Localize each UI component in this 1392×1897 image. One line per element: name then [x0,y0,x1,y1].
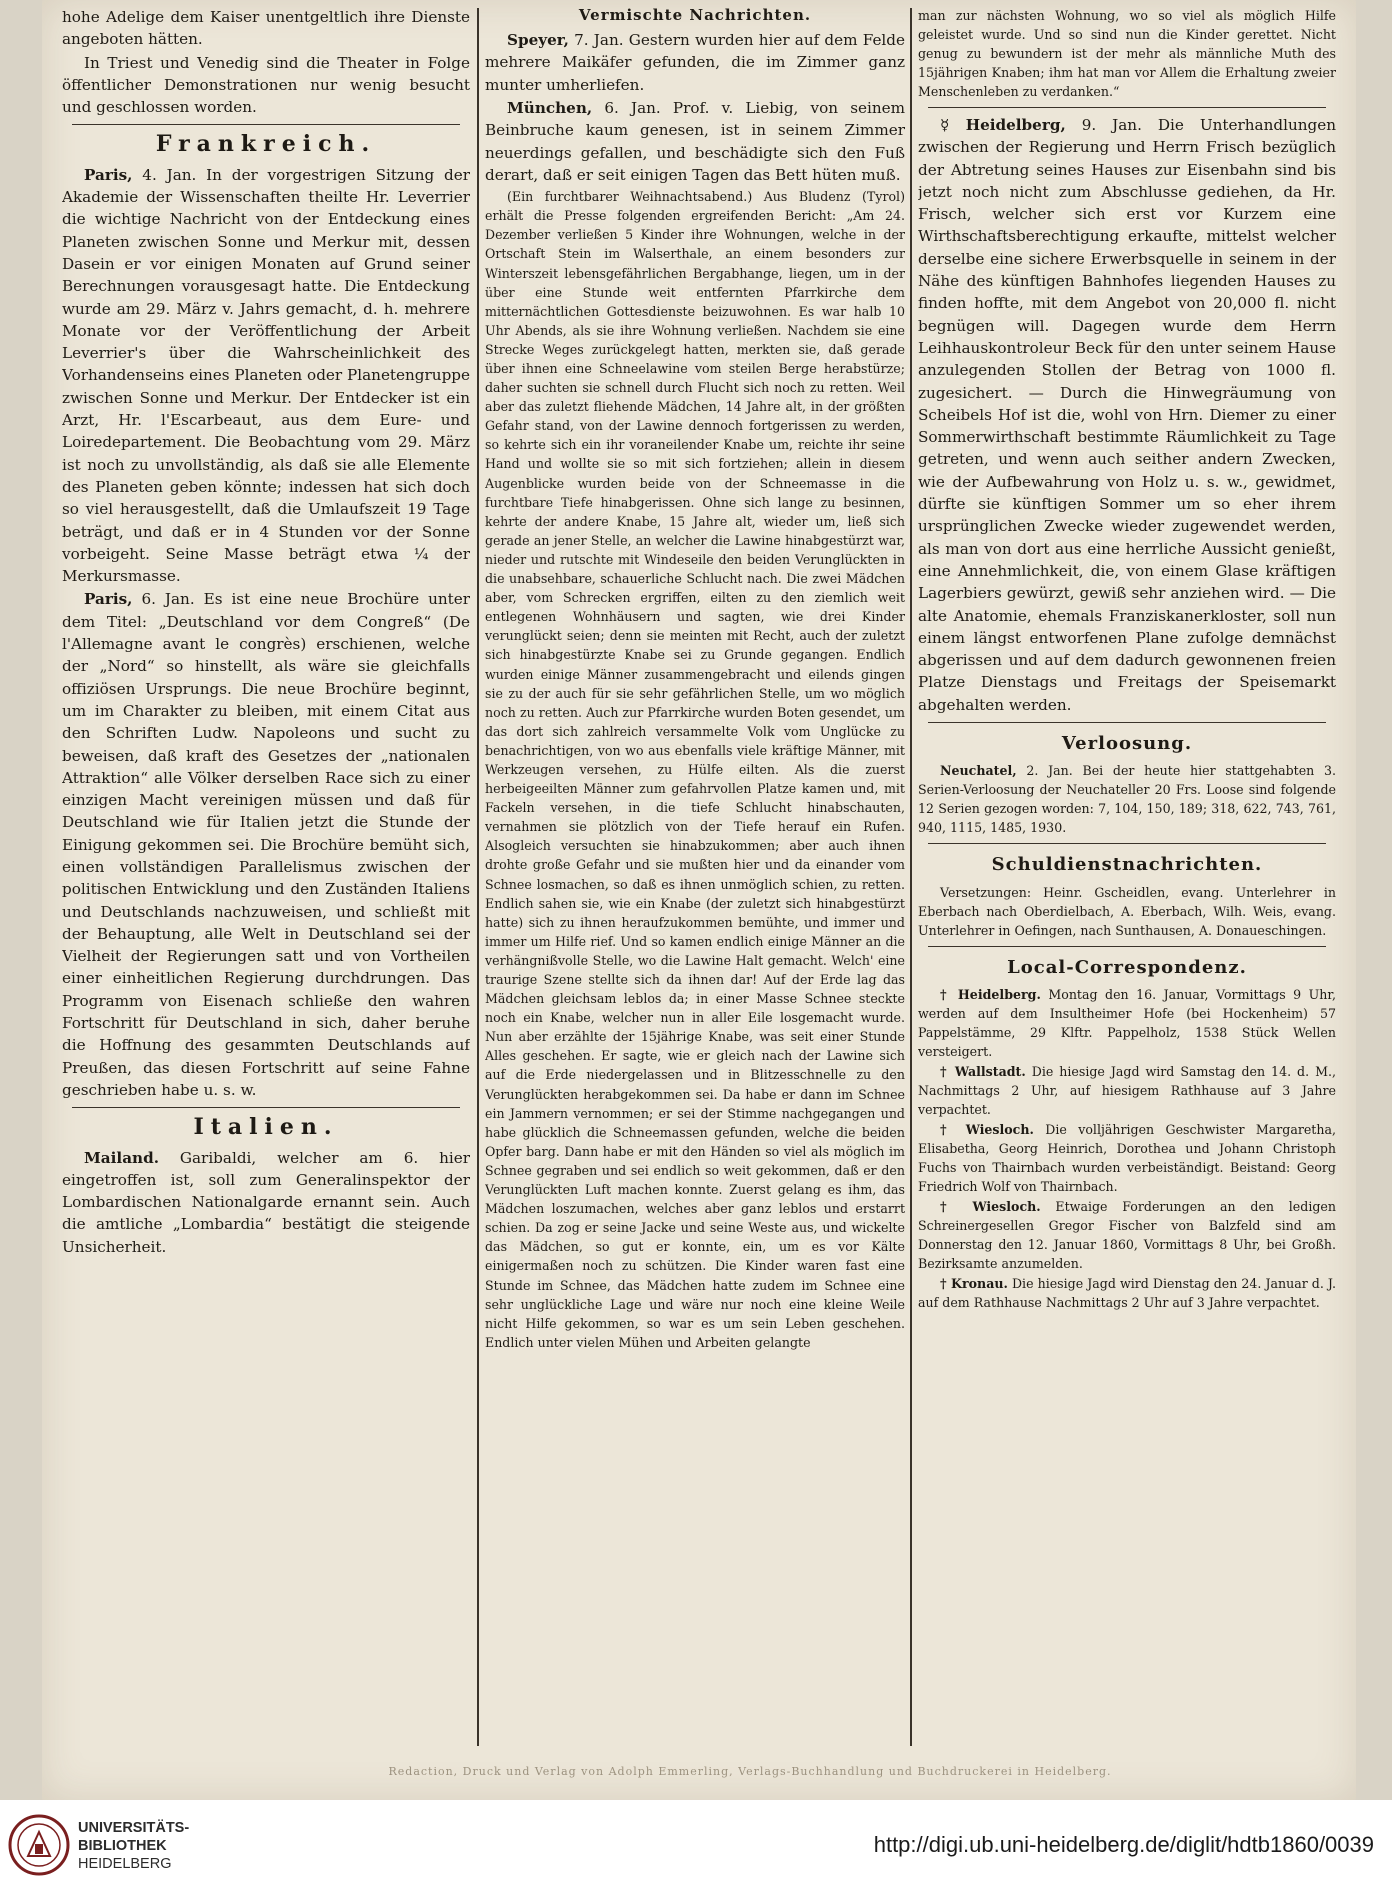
university-seal-icon [8,1814,70,1876]
article-text: Montag den 16. Januar, Vormittags 9 Uhr, werden auf dem Insultheimer Hofe (bei Hockenheim) 57 Pappelstämme, 29 Klftr. Pappelholz, 1538 Stück Wellen versteigert. [918,986,1336,1059]
section-heading-vermischte: Vermischte Nachrichten. [578,6,812,24]
article-speyer [485,29,905,96]
article-triest: In Triest und Venedig sind die Theater in Folge öffentlicher Demonstrationen nur wenig besucht und geschlossen worden. [62,53,470,117]
article-text: Garibaldi, welcher am 6. hier eingetroffen ist, soll zum Generalinspektor der Lombardischen Nationalgarde ernannt sein. Auch die amtliche „Lombardia“ bestätigt die steigende Unsicherheit. [62,1148,470,1256]
dateline-place: † Wiesloch. [940,1121,1034,1137]
divider [72,124,460,125]
local-item [918,985,1336,1061]
article-text: 9. Jan. Die Unterhandlungen zwischen der Regierung und Herrn Frisch bezüglich der Abtretung seines Hauses zur Eisenbahn sind bis jetzt noch nicht zum Abschlusse gediehen, da Hr. Frisch, welcher sich erst vor Kurzem eine Wirthschaftsberechtigung erkaufte, mittelst welcher derselbe eine sichere Erwerbsquelle in seinem in der Nähe des künftigen Bahnhofes liegenden Hauses zu finden hoffte, mit dem Angebot von 20,000 fl. nicht begnügen will. Dagegen wurde dem Herrn Leihhauskontroleur Beck für den unter seinem Hause anzulegenden Stollen der Betrag von 1000 fl. zugesichert. — Durch die Hinwegräumung von Scheibels Hof ist die, wohl von Hrn. Diemer zu einer Sommerwirthschaft bestimmte Räumlichkeit zu Tage getreten, und wenn auch seither andern Zwecken, wie der Aufbewahrung von Holz u. s. w., gewidmet, dürfte sie künftigen Sommer um so eher ihrem ursprünglichen Zwecke wieder zugewendet werden, als man von dort aus eine herrliche Aussicht genießt, eine Annehmlichkeit, die, von einem Glase kräftigen Lagerbiers gewürzt, gewiß sehr anziehen wird. — Die alte Anatomie, ehemals Franziskanerkloster, soll nun einem längst entworfenen Plane zufolge demnächst abgerissen und auf dem dadurch gewonnenen freien Platze Dienstags und Freitags der Speisemarkt abgehalten werden. [918,116,1336,714]
dateline-place: Speyer, [507,31,569,50]
dateline-place: ☿ Heidelberg, [940,116,1066,134]
section-heading-schuldienst: Schuldienstnachrichten. [991,854,1263,876]
article-paris-1 [62,164,470,588]
column-middle [485,6,905,1751]
section-heading-frankreich: Frankreich. [155,131,377,158]
dateline-place: † Heidelberg. [940,986,1041,1002]
dateline-place: † Wallstadt. [940,1063,1026,1079]
dateline-place: Paris, [84,165,133,184]
imprint-line: Redaction, Druck und Verlag von Adolph Emmerling, Verlags-Buchhandlung und Buchdruckerei in Heidelberg. [388,1765,1112,1778]
divider [72,1107,460,1108]
viewer-footer [0,1800,1392,1897]
dateline-place: Paris, [84,590,133,609]
section-heading-verloosung: Verloosung. [1061,733,1193,755]
article-text: Die volljährigen Geschwister Margaretha, Elisabetha, Georg Heinrich, Dorothea und Johann Christoph Fuchs von Thairnbach wurden verbeiständigt. Beistand: Georg Friedrich Wolf von Thairnbach. [918,1121,1336,1194]
article-text: Etwaige Forderungen an den ledigen Schreinergesellen Gregor Fischer von Balzfeld sind am Donnerstag den 12. Januar 1860, Vormittags 8 Uhr, bei Großh. Bezirksamte anzumelden. [918,1198,1336,1271]
dateline-place: München, [507,98,593,117]
logo-line: HEIDELBERG [78,1856,172,1872]
article-continuation: man zur nächsten Wohnung, wo so viel als möglich Hilfe geleistet wurde. Und so sind nun die Kinder gerettet. Nicht genug zu bewundern ist der mehr als männliche Muth des 15jährigen Knaben; ihm hat man vor Allem die Erhaltung zweier Menschenleben zu verdanken.“ [918,8,1336,99]
article-text: 2. Jan. Bei der heute hier stattgehabten 3. Serien-Verloosung der Neuchateller 20 Frs. Loose sind folgende 12 Serien gezogen worden: 7, 104, 150, 189; 318, 622, 743, 761, 940, 1115, 1485, 1930. [918,763,1336,836]
column-right [918,6,1336,1751]
article-schuldienst: Versetzungen: Heinr. Gscheidlen, evang. Unterlehrer in Eberbach nach Oberdielbach, A. Eberbach, Wilh. Weis, evang. Unterlehrer in Oefingen, nach Sunthausen, A. Donaueschingen. [918,884,1336,938]
article-text: Die hiesige Jagd wird Dienstag den 24. Januar d. J. auf dem Rathhause Nachmittags 2 Uhr auf 3 Jahre verpachtet. [918,1275,1336,1310]
article-text: 6. Jan. Prof. v. Liebig, von seinem Beinbruche kaum genesen, ist in seinem Zimmer neuerdings gefallen, und beschädigte sich den Fuß derart, daß er seit einigen Tagen das Bett hüten muß. [485,98,905,184]
dateline-place: Neuchatel, [940,763,1017,779]
divider [928,722,1326,723]
column-left [62,6,470,1751]
logo-line: UNIVERSITÄTS- [78,1820,190,1836]
article-intro: hohe Adelige dem Kaiser unentgeltlich ihre Dienste angeboten hätten. [62,8,470,49]
article-bludenz: (Ein furchtbarer Weihnachtsabend.) Aus Bludenz (Tyrol) erhält die Presse folgenden ergreifenden Bericht: „Am 24. Dezember verließen 5 Kinder ihre Wohnungen, welche in der Ortschaft Stein im Walserthale, an einem besonders zur Winterszeit lebensgefährlichen Bergabhange, liegen, um in der über eine Stunde weit entfernten Pfarrkirche dem mitternächtlichen Gottesdienste beizuwohnen. Es war halb 10 Uhr Abends, als sie ihre Wohnung verließen. Nachdem sie eine Strecke Weges zurückgelegt hatten, merkten sie, daß gerade über ihnen eine Schneelawine vom steilen Berge herabstürze; daher suchten sie schnell durch Flucht sich noch zu retten. Weil aber das zuletzt fliehende Mädchen, 14 Jahre alt, in der größten Gefahr stand, von der Lawine dennoch fortgerissen zu werden, so kehrte sich ein ihr voraneilender Knabe um, reichte ihr seine Hand und wollte sie so mit sich fortziehen; allein in diesem Augenblicke wurden beide von der Schneemasse in die furchtbare Tiefe hinabgerissen. Ohne sich lange zu besinnen, kehrte der andere Knabe, 15 Jahre alt, wieder um, ließ sich gerade an jener Stelle, an welcher die Lawine hinabgestürzt war, nieder und rutschte mit Windeseile den beiden Verunglückten in die unabsehbare, schauerliche Schlucht nach. Die zwei Mädchen aber, vom Schrecken ergriffen, eilten zu den ziemlich weit entlegenen Wohnhäusern und sagten, wie drei Kinder verunglückt seien; denn sie meinten mit Recht, auch der zuletzt sich hinabgestürzte Knabe sei zu Grunde gegangen. Endlich wurden einige Männer zusammengebracht und eilends gingen sie zu der auch für sie sehr gefährlichen Stelle, um wo möglich noch zu retten. Auch zur Pfarrkirche wurden Boten gesendet, um das dort sich zahlreich versammelte Volk vom Unglücke zu benachrichtigen, von wo aus ebenfalls viele kräftige Männer, mit Werkzeugen versehen, zu Hülfe eilten. Als die zuerst herbeigeeilten Männer zum gefahrvollen Platze kamen und, mit Fackeln versehen, in die tiefe Schlucht hinabschauten, vernahmen sie plötzlich von der Tiefe herauf ein Rufen. Alsogleich versuchten sie hinabzukommen; aber auch ihnen drohte große Gefahr und sie mußten hier und da einander vom Schnee losmachen, so daß es ihnen unmöglich schien, zu retten. Endlich sahen sie, wie ein Knabe (der zuletzt sich hinabgestürzt hatte) sich zu ihnen heraufzukommen bemühte, und immer und immer um Hilfe rief. Und so kamen endlich einige Männer an die verhängnißvolle Stelle, wo die Lawine Halt gemacht. Welch' eine traurige Szene stellte sich da ihnen dar! Auf der Erde lag das Mädchen gleichsam leblos da; in einer Masse Schnee steckte noch ein Knabe, welcher nun in aller Eile losgemacht wurde. Nun aber erzählte der 15jährige Knabe, was seit einer Stunde Alles geschehen. Er sagte, wie er gleich nach der Lawine sich auf die Erde niedergelassen und in Blitzesschnelle zu den Verunglückten herabgekommen sei. Da habe er dann im Schnee ein Jammern vernommen; er sei der Stimme nachgegangen und habe glücklich die Schneemassen gefunden, welche die beiden Opfer barg. Dann habe er mit den Händen so viel als möglich im Schnee gegraben und sei endlich so weit gekommen, daß er den Verunglückten Luft machen konnte. Zuerst gelang es ihm, das Mädchen loszumachen, welches aber ganz leblos und erstarrt schien. Da zog er seine Jacke und seine Weste aus, und wickelte das Mädchen, so gut er konnte, ein, um es vor Kälte einigermaßen noch zu schützen. Die Kinder waren fast eine Stunde im Schnee, das Mädchen hatte zudem im Schnee eine sehr unglückliche Lage und wäre nur noch eine kleine Weile nicht Hilfe gekommen, so war es um sein Leben geschehen. Endlich unter vielen Mühen und Arbeiten gelangte [485,189,905,1350]
article-heidelberg [918,114,1336,716]
article-paris-2 [62,588,470,1101]
library-logo-text [78,1819,189,1873]
article-text: Die hiesige Jagd wird Samstag den 14. d. M., Nachmittags 2 Uhr, auf hiesigem Rathhause auf 3 Jahre verpachtet. [918,1063,1336,1117]
local-item [918,1062,1336,1119]
column-rule [477,8,479,1746]
local-item [918,1120,1336,1196]
article-text: 7. Jan. Gestern wurden hier auf dem Felde mehrere Maikäfer gefunden, die im Zimmer ganz munter umherliefen. [485,31,905,94]
divider [928,946,1326,947]
dateline-place: † Kronau. [940,1275,1008,1291]
article-text: 6. Jan. Es ist eine neue Brochüre unter dem Titel: „Deutschland vor dem Congreß“ (De l'Allemagne avant le congrès) erschienen, welche der „Nord“ so hinstellt, als wäre sie gleichfalls offiziösen Ursprungs. Die neue Brochüre beginnt, um im Charakter zu bleiben, mit einem Citat aus den Schriften Ludw. Napoleons und sucht zu beweisen, daß kraft des Gesetzes der „nationalen Attraktion“ alle Völker derselben Race sich zu einer einzigen Macht vereinigen müssen und daß für Deutschland wie für Italien jetzt die Stunde der Einigung gekommen sei. Die Brochüre bemüht sich, einen vollständigen Parallelismus zwischen der politischen Entwicklung und den Zuständen Italiens und Deutschlands nachzuweisen, und schließt mit der Behauptung, alle Welt in Deutschland sei der Vielheit der Regierungen satt und von Vortheilen einer einheitlichen Regierung durchdrungen. Das Programm von Eisenach schließe den wahren Fortschritt für Deutschland in sich, daher beruhe die Hoffnung des gesammten Deutschlands auf Preußen, das diesen Fortschritt auf seine Fahne geschrieben habe u. s. w. [62,590,470,1099]
dateline-place: † Wiesloch. [940,1198,1041,1214]
section-heading-italien: Italien. [193,1114,339,1141]
article-neuchatel [918,761,1336,837]
local-item [918,1197,1336,1273]
article-muenchen [485,97,905,186]
dateline-place: Mailand. [84,1148,159,1167]
divider [928,107,1326,108]
local-item [918,1274,1336,1312]
divider [928,843,1326,844]
column-rule [910,8,912,1746]
article-mailand [62,1147,470,1258]
section-heading-local: Local-Correspondenz. [1007,956,1247,978]
article-text: 4. Jan. In der vorgestrigen Sitzung der Akademie der Wissenschaften theilte Hr. Leverrier die wichtige Nachricht von der Entdeckung eines Planeten zwischen Sonne und Merkur mit, dessen Dasein er vor einigen Monaten auf Grund seiner Berechnungen vorausgesagt hatte. Die Entdeckung wurde am 29. März v. Jahrs gemacht, d. h. mehrere Monate vor der Veröffentlichung der Arbeit Leverrier's über die Wahrscheinlichkeit des Vorhandenseins eines Planeten oder Planetengruppe zwischen Sonne und Merkur. Der Entdecker ist ein Arzt, Hr. l'Escarbeaut, aus dem Eure- und Loiredepartement. Die Beobachtung vom 29. März ist noch zu unvollständig, als daß sie alle Elemente des Planeten geben könnte; indessen hat sich doch so viel herausgestellt, daß die Umlaufszeit 19 Tage beträgt, und daß er in 4 Stunden vor der Sonne vorbeigeht. Seine Masse beträgt etwa ¼ der Merkursmasse. [62,165,470,586]
logo-line: BIBLIOTHEK [78,1838,167,1854]
permalink-url[interactable]: http://digi.ub.uni-heidelberg.de/diglit/hdtb1860/0039 [873,1832,1374,1857]
